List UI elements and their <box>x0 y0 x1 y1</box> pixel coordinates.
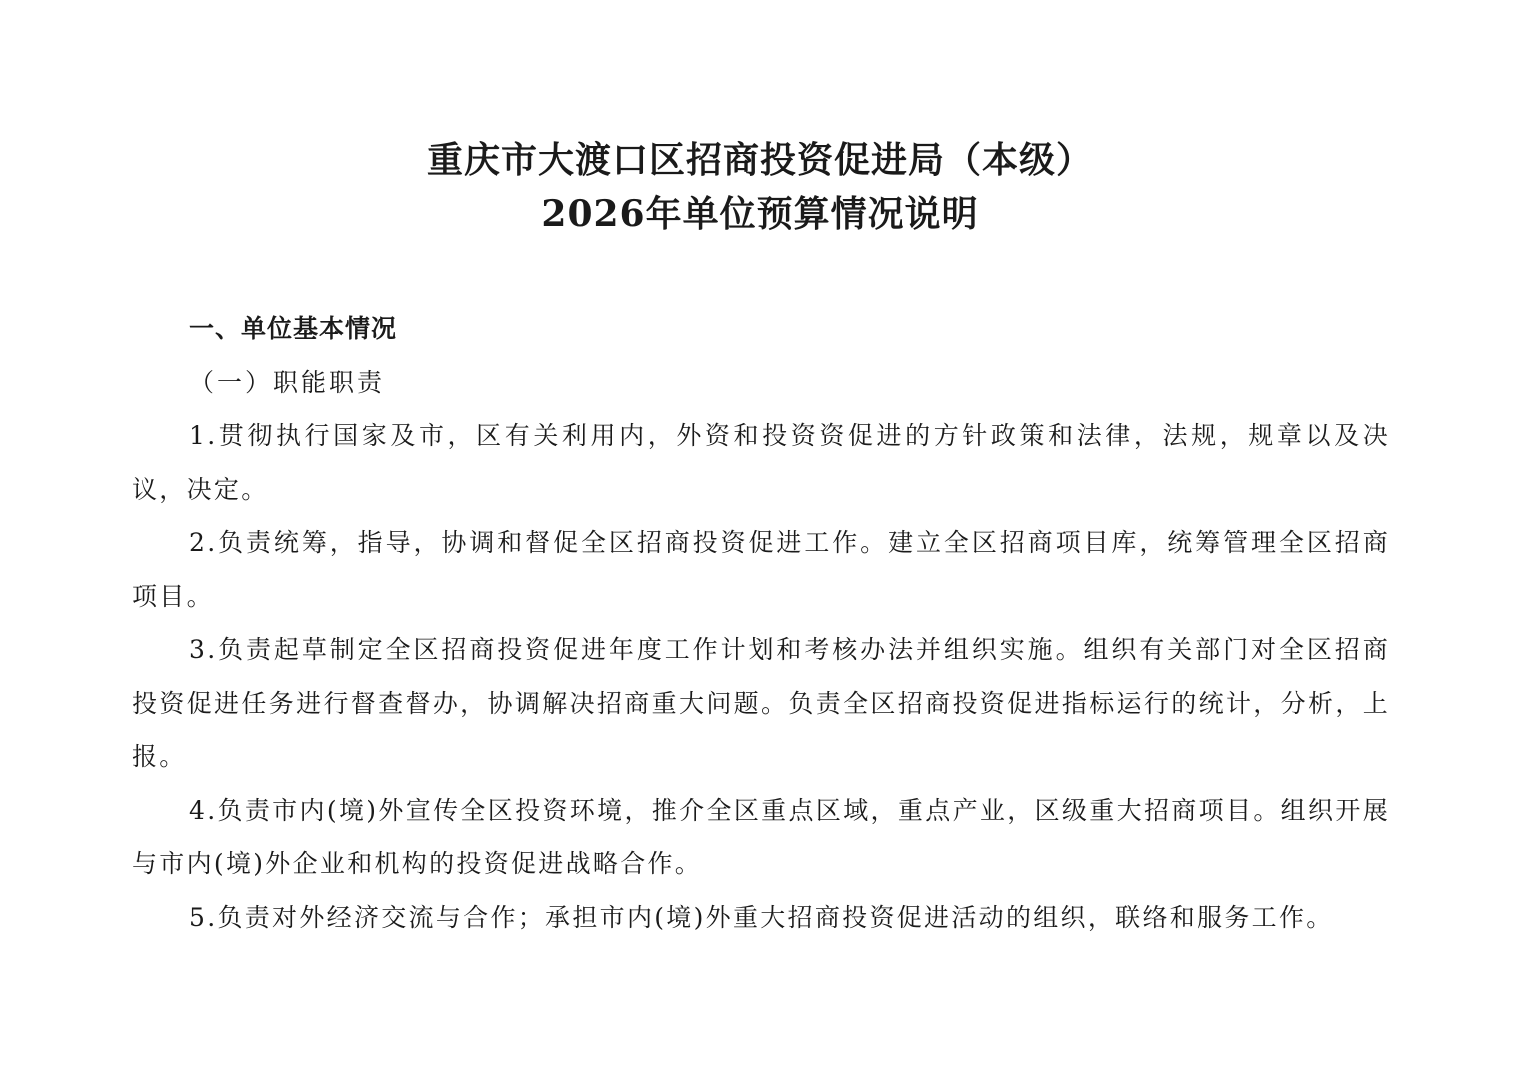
document-body <box>132 302 1390 944</box>
subsection-heading: （一）职能职责 <box>189 367 386 397</box>
duty-item-3: 3.负责起草制定全区招商投资促进年度工作计划和考核办法并组织实施。组织有关部门对全区招商投资促进任务进行督查督办，协调解决招商重大问题。负责全区招商投资促进指标运行的统计，分析，上报。 <box>132 635 1390 771</box>
duty-item-2: 2.负责统筹，指导，协调和督促全区招商投资促进工作。建立全区招商项目库，统筹管理全区招商项目。 <box>132 528 1390 611</box>
section-heading: 一、单位基本情况 <box>189 314 398 343</box>
document-title-line1: 重庆市大渡口区招商投资促进局（本级） <box>426 139 1093 181</box>
duty-item-4: 4.负责市内(境)外宣传全区投资环境，推介全区重点区域，重点产业，区级重大招商项目。组织开展与市内(境)外企业和机构的投资促进战略合作。 <box>132 795 1390 878</box>
document-title-line2: 2026年单位预算情况说明 <box>541 193 979 235</box>
duty-item-1: 1.贯彻执行国家及市，区有关利用内，外资和投资资促进的方针政策和法律，法规，规章以及决议，决定。 <box>132 421 1390 504</box>
duty-item-5: 5.负责对外经济交流与合作；承担市内(境)外重大招商投资促进活动的组织，联络和服务工作。 <box>189 902 1334 932</box>
